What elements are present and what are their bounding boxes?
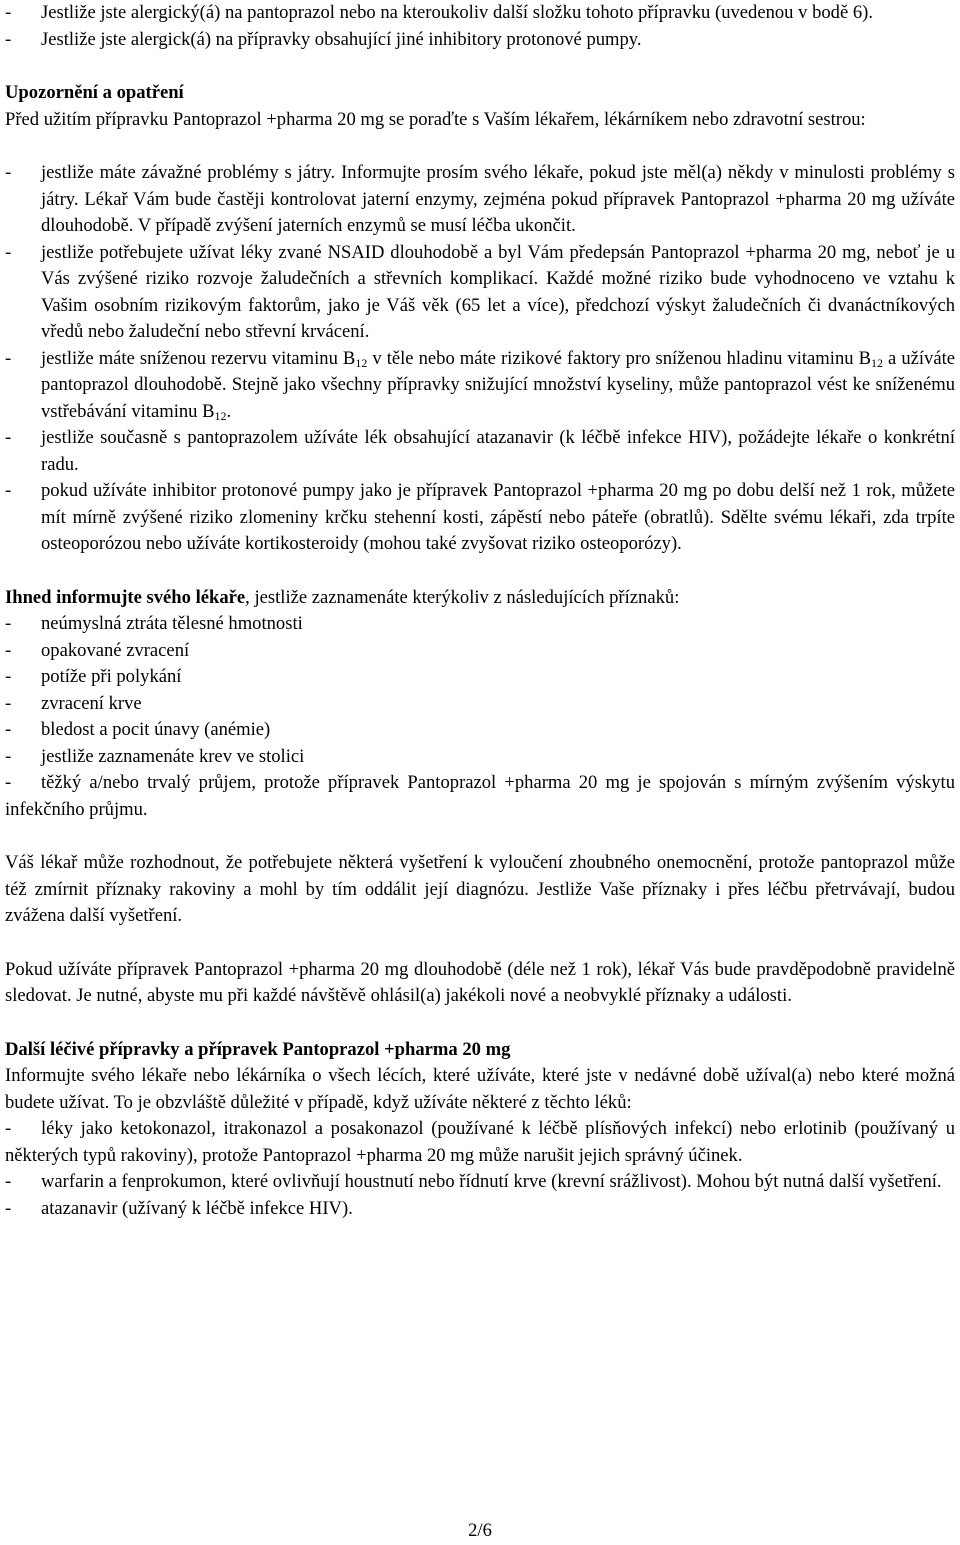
list-item [5,478,955,558]
warning-text: jestliže potřebujete užívat léky zvané NSAID dlouhodobě a byl Vám předepsán Pantoprazol +pharma 20 mg, neboť je u Vás zvýšené riziko rozvoje žaludečních a střevních komplikací. Každé možné riziko bude vyhodnoceno ve vztahu k Vašim osobním rizikovým faktorům, jako je Váš věk (65 let a více), předchozí výskyt žaludečních či dvanáctníkových vředů nebo žaludeční nebo střevní krvácení. [41,241,955,342]
list-item [5,160,955,240]
symptom-text: těžký a/nebo trvalý průjem, protože přípravek Pantoprazol +pharma 20 mg je spojován s mírným zvýšením výskytu infekčního průjmu. [5,772,955,820]
section-heading-interactions: Další léčivé přípravky a přípravek Pantoprazol +pharma 20 mg [5,1038,511,1060]
list-dash: - [5,745,12,767]
list-dash: - [5,1197,12,1219]
warning-text: jestliže současně s pantoprazolem užíváte lék obsahující atazanavir (k léčbě infekce HIV), požádejte lékaře o konkrétní radu. [41,427,955,475]
list-item [5,27,955,54]
list-dash: - [5,1171,12,1192]
list-dash: - [5,427,12,448]
list-dash: - [5,1118,12,1139]
list-item [5,1116,955,1169]
list-dash: - [5,692,12,714]
symptom-text: neúmyslná ztráta tělesné hmotnosti [41,613,303,634]
list-item [5,0,955,27]
list-dash: - [5,772,12,793]
list-dash: - [5,666,12,687]
contraindication-text: Jestliže jste alergick(á) na přípravky obsahující jiné inhibitory protonové pumpy. [41,28,642,50]
warning-text: jestliže máte závažné problémy s játry. Informujte prosím svého lékaře, pokud jste měl(a) někdy v minulosti problémy s játry. Lékař Vám bude častěji kontrolovat jaterní enzymy, zejména pokud přípravek Pantoprazol +pharma 20 mg užíváte dlouhodobě. V případě zvýšení jaterních enzymů se musí léčba ukončit. [41,162,955,236]
warning-text: pokud užíváte inhibitor protonové pumpy jako je přípravek Pantoprazol +pharma 20 mg po dobu delší než 1 rok, můžete mít mírně zvýšené riziko zlomeniny krčku stehenní kosti, zápěstí nebo páteře (obratlů). Sdělte svému lékaři, zda trpíte osteoporózou nebo užíváte kortikosteroidy (mohou také zvyšovat riziko osteoporózy). [41,480,955,554]
list-item [5,770,955,823]
spacer [5,1010,955,1037]
symptom-text: bledost a pocit únavy (anémie) [41,719,271,740]
list-item [5,1196,955,1223]
spacer [5,558,955,585]
paragraph-doctor-decision: Váš lékař může rozhodnout, že potřebujete některá vyšetření k vyloučení zhoubného onemocnění, protože pantoprazol může též zmírnit příznaky rakoviny a mohl by tím oddálit její diagnózu. Jestliže Vaše příznaky i přes léčbu přetrvávají, budou zvážena další vyšetření. [5,852,955,926]
spacer [5,53,955,80]
list-dash: - [5,613,12,634]
symptom-text: jestliže zaznamenáte krev ve stolici [41,745,305,767]
list-item [5,346,955,426]
inform-doctor-lead: Ihned informujte svého lékaře [5,586,246,608]
inform-doctor-intro: Ihned informujte svého lékaře, jestliže zaznamenáte kterýkoliv z následujících příznaků: [5,586,680,608]
list-dash: - [5,162,12,183]
interaction-text: warfarin a fenprokumon, které ovlivňují houstnutí nebo řídnutí krve (krevní srážlivost). Mohou být nutná další vyšetření. [41,1171,942,1192]
list-item [5,425,955,478]
spacer [5,930,955,957]
page-number: 2/6 [468,1520,492,1541]
interactions-intro: Informujte svého lékaře nebo lékárníka o všech lécích, které užíváte, které jste v nedávné době užíval(a) nebo které možná budete užívat. To je obzvláště důležité v případě, když užíváte některé z těchto léků: [5,1065,955,1113]
list-dash: - [5,639,12,661]
document-page [5,0,955,1222]
list-dash: - [5,2,12,23]
list-item [5,664,955,691]
list-dash: - [5,241,12,263]
symptom-text: zvracení krve [41,692,142,714]
list-item [5,638,955,665]
list-item [5,744,955,771]
section-heading-warnings: Upozornění a opatření [5,82,184,103]
list-item [5,1169,955,1196]
list-dash: - [5,28,12,50]
interaction-text: atazanavir (užívaný k léčbě infekce HIV). [41,1197,353,1219]
symptom-text: opakované zvracení [41,639,190,661]
paragraph-long-term-use: Pokud užíváte přípravek Pantoprazol +pharma 20 mg dlouhodobě (déle než 1 rok), lékař Vás bude pravděpodobně pravidelně sledovat. Je nutné, abyste mu při každé návštěvě ohlásil(a) jakékoli nové a neobvyklé příznaky a události. [5,958,955,1006]
interaction-text: léky jako ketokonazol, itrakonazol a posakonazol (používané k léčbě plísňových infekcí) nebo erlotinib (používaný u některých typů rakoviny), protože Pantoprazol +pharma 20 mg může narušit jejich správný účinek. [5,1118,955,1166]
warning-text: jestliže máte sníženou rezervu vitaminu $B_{12}$ v těle nebo máte rizikové faktory pro sníženou hladinu vitaminu $B_{12}$ a užíváte pantoprazol dlouhodobě. Stejně jako všechny přípravky snižující množství kyseliny, může pantoprazol vést ke sníženému vstřebávání vitaminu $B_{12}$. [41,347,956,423]
spacer [5,133,955,160]
list-item [5,691,955,718]
list-item [5,240,955,346]
spacer [5,823,955,850]
list-item [5,717,955,744]
symptom-text: potíže při polykání [41,666,182,687]
list-item [5,611,955,638]
contraindication-text: Jestliže jste alergický(á) na pantoprazol nebo na kteroukoliv další složku tohoto přípravku (uvedenou v bodě 6). [41,2,874,23]
list-dash: - [5,719,12,740]
warnings-intro: Před užitím přípravku Pantoprazol +pharma 20 mg se poraďte s Vaším lékařem, lékárníkem nebo zdravotní sestrou: [5,108,866,130]
list-dash: - [5,480,12,501]
list-dash: - [5,347,12,369]
